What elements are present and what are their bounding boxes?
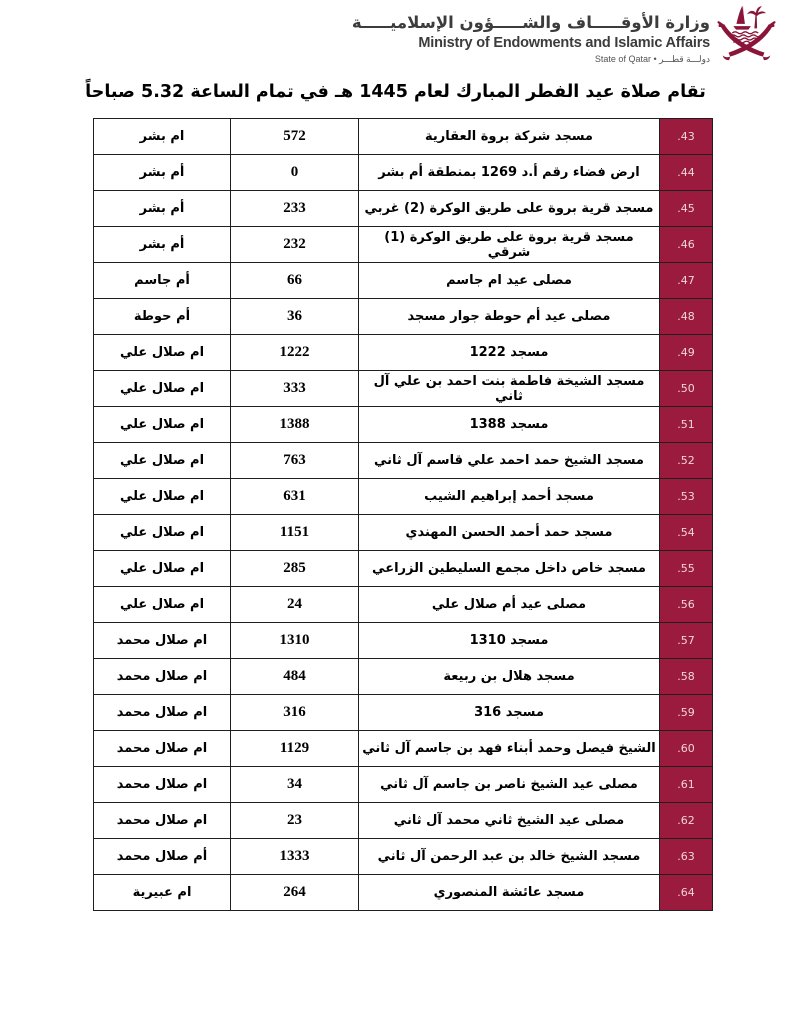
- worshippers-count-cell: 1222: [231, 335, 359, 371]
- mosque-name-cell: مسجد شركة بروة العقارية: [359, 119, 660, 155]
- worshippers-count-cell: 66: [231, 263, 359, 299]
- worshippers-count-cell: 572: [231, 119, 359, 155]
- area-cell: ام صلال علي: [94, 371, 231, 407]
- area-cell: ام صلال علي: [94, 479, 231, 515]
- worshippers-count-cell: 232: [231, 227, 359, 263]
- qatar-emblem-logo: [715, 2, 778, 66]
- area-cell: ام عبيرية: [94, 875, 231, 911]
- ministry-name-arabic: وزارة الأوقـــــاف والشـــــؤون الإسلاميـــــة: [351, 13, 710, 32]
- prayer-table-container: [93, 118, 713, 911]
- row-number-cell: .51: [660, 407, 713, 443]
- area-cell: ام صلال محمد: [94, 767, 231, 803]
- worshippers-count-cell: 763: [231, 443, 359, 479]
- mosque-name-cell: مسجد 1222: [359, 335, 660, 371]
- table-row: [94, 443, 713, 479]
- area-cell: أم جاسم: [94, 263, 231, 299]
- area-cell: أم حوطة: [94, 299, 231, 335]
- row-number-cell: .58: [660, 659, 713, 695]
- state-of-qatar-line: دولـــة قطـــر • State of Qatar: [594, 53, 710, 64]
- mosque-name-cell: مصلى عيد أم صلال علي: [359, 587, 660, 623]
- area-cell: ام صلال علي: [94, 587, 231, 623]
- worshippers-count-cell: 233: [231, 191, 359, 227]
- ministry-header-text: [352, 13, 710, 65]
- mosque-name-cell: مسجد قرية بروة على طريق الوكرة (1) شرقي: [359, 227, 660, 263]
- table-row: [94, 155, 713, 191]
- eid-prayer-table: [93, 118, 713, 911]
- row-number-cell: .47: [660, 263, 713, 299]
- worshippers-count-cell: 0: [231, 155, 359, 191]
- mosque-name-cell: مصلى عيد الشيخ ناصر بن جاسم آل ثاني: [359, 767, 660, 803]
- row-number-cell: .52: [660, 443, 713, 479]
- worshippers-count-cell: 631: [231, 479, 359, 515]
- ministry-name-english: Ministry of Endowments and Islamic Affairs: [418, 34, 710, 51]
- table-row: [94, 299, 713, 335]
- row-number-cell: .44: [660, 155, 713, 191]
- area-cell: ام صلال محمد: [94, 623, 231, 659]
- mosque-name-cell: مسجد قرية بروة على طريق الوكرة (2) غربي: [359, 191, 660, 227]
- row-number-cell: .64: [660, 875, 713, 911]
- mosque-name-cell: مسجد الشيخ خالد بن عبد الرحمن آل ثاني: [359, 839, 660, 875]
- row-number-cell: .53: [660, 479, 713, 515]
- row-number-cell: .61: [660, 767, 713, 803]
- row-number-cell: .49: [660, 335, 713, 371]
- mosque-name-cell: مسجد خاص داخل مجمع السليطين الزراعي: [359, 551, 660, 587]
- table-row: [94, 659, 713, 695]
- mosque-name-cell: مصلى عيد أم حوطة جوار مسجد: [359, 299, 660, 335]
- area-cell: ام بشر: [94, 119, 231, 155]
- worshippers-count-cell: 333: [231, 371, 359, 407]
- mosque-name-cell: مسجد الشيخة فاطمة بنت احمد بن علي آل ثاني: [359, 371, 660, 407]
- worshippers-count-cell: 24: [231, 587, 359, 623]
- worshippers-count-cell: 264: [231, 875, 359, 911]
- worshippers-count-cell: 1388: [231, 407, 359, 443]
- worshippers-count-cell: 1129: [231, 731, 359, 767]
- table-row: [94, 479, 713, 515]
- worshippers-count-cell: 36: [231, 299, 359, 335]
- prayer-table-body: [94, 119, 713, 911]
- mosque-name-cell: مصلى عيد الشيخ ثاني محمد آل ثاني: [359, 803, 660, 839]
- row-number-cell: .55: [660, 551, 713, 587]
- mosque-name-cell: مسجد 1310: [359, 623, 660, 659]
- table-row: [94, 191, 713, 227]
- area-cell: ام صلال علي: [94, 551, 231, 587]
- area-cell: أم بشر: [94, 191, 231, 227]
- area-cell: ام صلال علي: [94, 335, 231, 371]
- area-cell: ام صلال محمد: [94, 659, 231, 695]
- table-row: [94, 623, 713, 659]
- mosque-name-cell: مسجد هلال بن ربيعة: [359, 659, 660, 695]
- table-row: [94, 335, 713, 371]
- area-cell: ام صلال علي: [94, 443, 231, 479]
- area-cell: ام صلال علي: [94, 515, 231, 551]
- table-row: [94, 731, 713, 767]
- worshippers-count-cell: 23: [231, 803, 359, 839]
- worshippers-count-cell: 34: [231, 767, 359, 803]
- row-number-cell: .45: [660, 191, 713, 227]
- table-row: [94, 227, 713, 263]
- table-row: [94, 119, 713, 155]
- row-number-cell: .57: [660, 623, 713, 659]
- mosque-name-cell: مسجد أحمد إبراهيم الشيب: [359, 479, 660, 515]
- table-row: [94, 371, 713, 407]
- table-row: [94, 515, 713, 551]
- mosque-name-cell: الشيخ فيصل وحمد أبناء فهد بن جاسم آل ثاني: [359, 731, 660, 767]
- worshippers-count-cell: 1310: [231, 623, 359, 659]
- table-row: [94, 407, 713, 443]
- table-row: [94, 263, 713, 299]
- area-cell: أم بشر: [94, 227, 231, 263]
- row-number-cell: .50: [660, 371, 713, 407]
- row-number-cell: .46: [660, 227, 713, 263]
- area-cell: ام صلال محمد: [94, 731, 231, 767]
- table-row: [94, 767, 713, 803]
- mosque-name-cell: مسجد عائشة المنصوري: [359, 875, 660, 911]
- area-cell: ام صلال محمد: [94, 695, 231, 731]
- row-number-cell: .60: [660, 731, 713, 767]
- mosque-name-cell: مسجد 1388: [359, 407, 660, 443]
- worshippers-count-cell: 484: [231, 659, 359, 695]
- table-row: [94, 695, 713, 731]
- table-row: [94, 875, 713, 911]
- mosque-name-cell: مسجد 316: [359, 695, 660, 731]
- mosque-name-cell: مصلى عيد ام جاسم: [359, 263, 660, 299]
- worshippers-count-cell: 1151: [231, 515, 359, 551]
- area-cell: ام صلال محمد: [94, 803, 231, 839]
- worshippers-count-cell: 285: [231, 551, 359, 587]
- mosque-name-cell: ارض فضاء رقم أ.د 1269 بمنطقة أم بشر: [359, 155, 660, 191]
- area-cell: أم صلال محمد: [94, 839, 231, 875]
- page-title: تقام صلاة عيد الفطر المبارك لعام 1445 هـ في تمام الساعة 5.32 صباحاً: [85, 82, 706, 102]
- row-number-cell: .48: [660, 299, 713, 335]
- worshippers-count-cell: 1333: [231, 839, 359, 875]
- table-row: [94, 803, 713, 839]
- row-number-cell: .54: [660, 515, 713, 551]
- row-number-cell: .56: [660, 587, 713, 623]
- mosque-name-cell: مسجد الشيخ حمد احمد علي قاسم آل ثاني: [359, 443, 660, 479]
- worshippers-count-cell: 316: [231, 695, 359, 731]
- table-row: [94, 551, 713, 587]
- area-cell: ام صلال علي: [94, 407, 231, 443]
- area-cell: أم بشر: [94, 155, 231, 191]
- mosque-name-cell: مسجد حمد أحمد الحسن المهندي: [359, 515, 660, 551]
- row-number-cell: .43: [660, 119, 713, 155]
- row-number-cell: .62: [660, 803, 713, 839]
- table-row: [94, 839, 713, 875]
- row-number-cell: .59: [660, 695, 713, 731]
- table-row: [94, 587, 713, 623]
- row-number-cell: .63: [660, 839, 713, 875]
